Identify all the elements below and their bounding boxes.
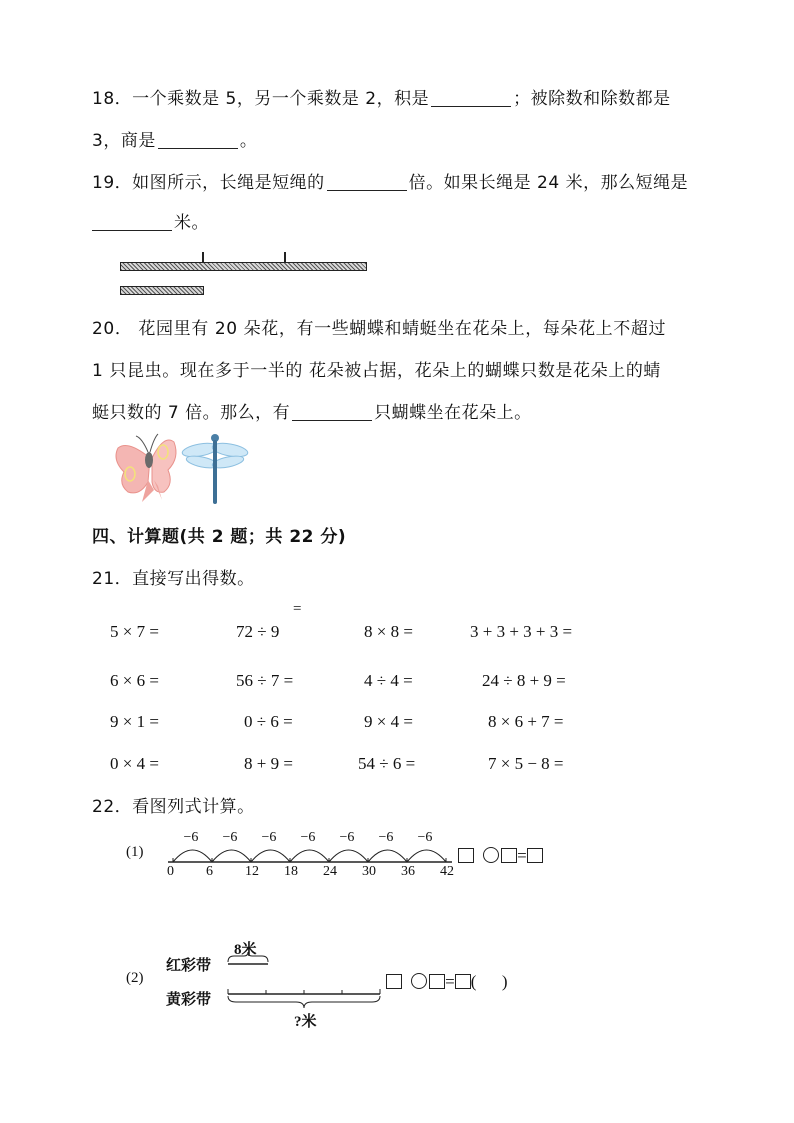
- ribbon-diagram: [224, 948, 384, 1018]
- jump-label: −6: [300, 830, 316, 845]
- red-ribbon-label: 红彩带: [166, 958, 212, 974]
- q21-title: 21．直接写出得数。: [92, 569, 255, 589]
- calc-item: 4 ÷ 4 =: [364, 671, 413, 690]
- calc-item: 7 × 5 − 8 =: [488, 754, 564, 773]
- number-line-label: 6: [206, 864, 213, 879]
- calc-item: 9 × 1 =: [110, 712, 159, 731]
- number-line-label: 12: [245, 864, 259, 879]
- number-line-label: 0: [167, 864, 174, 879]
- number-line-label: 30: [362, 864, 376, 879]
- calc-item: 0 × 4 =: [110, 754, 159, 773]
- q20-line3: 蜓只数的 7 倍。那么，有 只蝴蝶坐在花朵上。: [92, 403, 532, 423]
- q19-line1: 19．如图所示，长绳是短绳的 倍。如果长绳是 24 米，那么短绳是: [92, 173, 689, 193]
- answer-box[interactable]: [455, 974, 471, 989]
- q20-line2: 1 只昆虫。现在多于一半的 花朵被占据，花朵上的蝴蝶只数是花朵上的蜻: [92, 361, 662, 381]
- equation-template-2: = ( ): [386, 972, 508, 992]
- calc-item: 24 ÷ 8 + 9 =: [482, 671, 566, 690]
- answer-box[interactable]: [386, 974, 402, 989]
- short-rope: [120, 286, 204, 295]
- answer-blank[interactable]: [292, 402, 372, 421]
- jump-label: −6: [261, 830, 277, 845]
- part-label: (1): [126, 844, 144, 860]
- section-heading: 四、计算题(共 2 题；共 22 分): [92, 527, 347, 547]
- jump-arc: [173, 850, 212, 862]
- answer-box[interactable]: [458, 848, 474, 863]
- part-label: (2): [126, 970, 144, 986]
- yellow-ribbon-length: ?米: [294, 1014, 317, 1030]
- jump-arc: [290, 850, 329, 862]
- jump-label: −6: [378, 830, 394, 845]
- answer-blank[interactable]: [327, 172, 407, 191]
- jump-arc: [407, 850, 446, 862]
- jump-arc: [212, 850, 251, 862]
- calc-item: 8 × 8 =: [364, 622, 413, 641]
- calc-item: 3 + 3 + 3 + 3 =: [470, 622, 573, 641]
- answer-box[interactable]: [429, 974, 445, 989]
- answer-box[interactable]: [501, 848, 517, 863]
- calc-item: 72 ÷ 9: [236, 622, 280, 641]
- number-line-label: 24: [323, 864, 337, 879]
- q20-line1: 20． 花园里有 20 朵花，有一些蝴蝶和蜻蜓坐在花朵上，每朵花上不超过: [92, 319, 667, 339]
- insects-illustration: [108, 430, 256, 508]
- q18-line1: 18．一个乘数是 5，另一个乘数是 2，积是 ；被除数和除数都是: [92, 89, 671, 109]
- butterfly-icon: [116, 434, 176, 502]
- operator-circle[interactable]: [483, 847, 499, 863]
- jump-label: −6: [417, 830, 433, 845]
- answer-blank[interactable]: [431, 88, 511, 107]
- number-line-label: 36: [401, 864, 415, 879]
- jump-arc: [329, 850, 368, 862]
- floating-equals: =: [293, 601, 302, 617]
- calc-item: 8 × 6 + 7 =: [488, 712, 564, 731]
- q22-title: 22．看图列式计算。: [92, 797, 255, 817]
- equation-template-1: =: [458, 846, 543, 866]
- calc-item: 5 × 7 =: [110, 622, 159, 641]
- calc-item: 6 × 6 =: [110, 671, 159, 690]
- red-ribbon-length: 8米: [234, 942, 257, 958]
- jump-label: −6: [183, 830, 199, 845]
- calc-item: 0 ÷ 6 =: [244, 712, 293, 731]
- calc-item: 54 ÷ 6 =: [358, 754, 416, 773]
- calc-item: 56 ÷ 7 =: [236, 671, 294, 690]
- calc-item: 9 × 4 =: [364, 712, 413, 731]
- q18-line2: 3，商是 。: [92, 131, 258, 151]
- jump-arc: [368, 850, 407, 862]
- yellow-ribbon-label: 黄彩带: [166, 992, 212, 1008]
- answer-blank[interactable]: [158, 130, 238, 149]
- long-rope: [120, 262, 367, 271]
- answer-blank[interactable]: [92, 212, 172, 231]
- jump-arc: [251, 850, 290, 862]
- number-line-label: 18: [284, 864, 298, 879]
- calc-item: 8 + 9 =: [244, 754, 293, 773]
- dragonfly-icon: [181, 434, 249, 504]
- answer-box[interactable]: [527, 848, 543, 863]
- number-line-label: 42: [440, 864, 454, 879]
- jump-label: −6: [222, 830, 238, 845]
- jump-label: −6: [339, 830, 355, 845]
- q19-line2: 米。: [92, 208, 209, 233]
- operator-circle[interactable]: [411, 973, 427, 989]
